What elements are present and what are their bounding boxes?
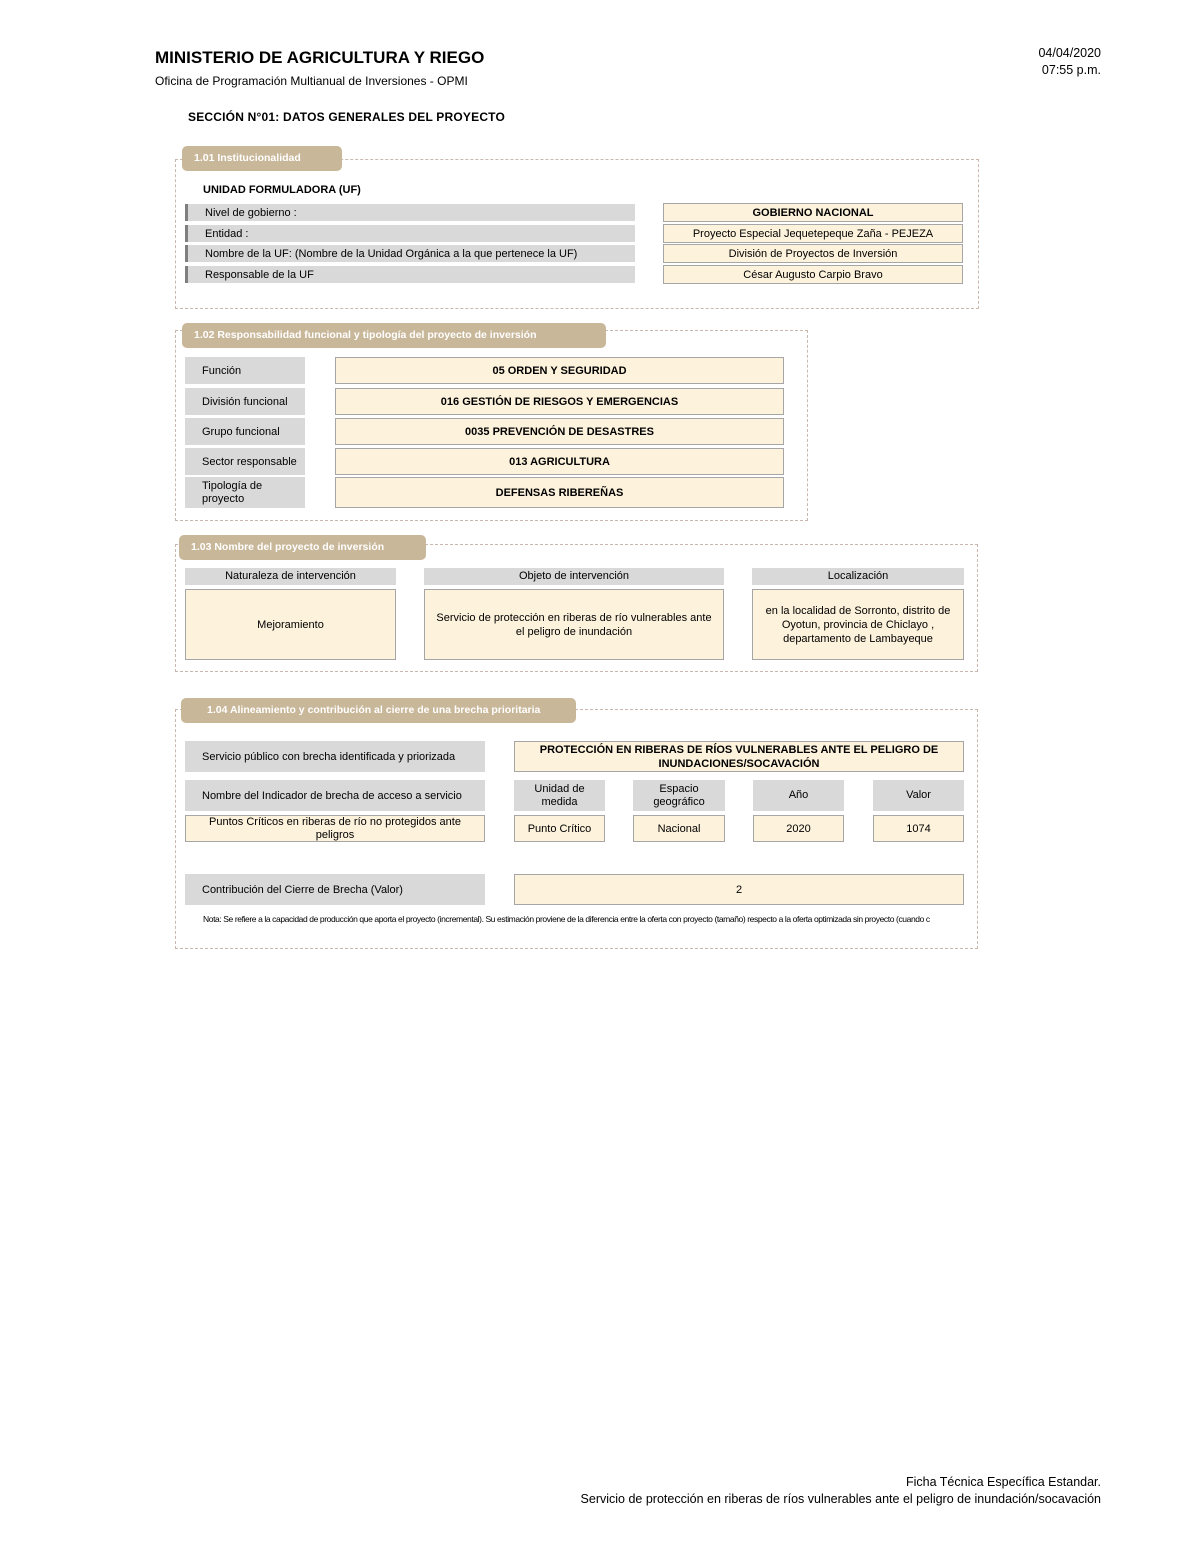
label-responsable-uf: Responsable de la UF <box>185 266 635 283</box>
value-servicio-publico: PROTECCIÓN EN RIBERAS DE RÍOS VULNERABLES ANTE EL PELIGRO DE INUNDACIONES/SOCAVACIÓN <box>514 741 964 772</box>
header-anio: Año <box>753 780 844 811</box>
value-nombre-uf: División de Proyectos de Inversión <box>663 244 963 263</box>
tab-alineamiento-brecha: 1.04 Alineamiento y contribución al cierre de una brecha prioritaria <box>181 698 576 723</box>
time-text: 07:55 p.m. <box>1041 63 1101 77</box>
header-objeto: Objeto de intervención <box>424 568 724 585</box>
header-localizacion: Localización <box>752 568 964 585</box>
value-entidad: Proyecto Especial Jequetepeque Zaña - PEJEZA <box>663 224 963 243</box>
tab-nombre-proyecto: 1.03 Nombre del proyecto de inversión <box>179 535 426 560</box>
label-tipologia: Tipología de proyecto <box>185 477 305 508</box>
value-indicador-brecha: Puntos Críticos en riberas de río no protegidos ante peligros <box>185 815 485 842</box>
tab-institucionalidad: 1.01 Institucionalidad <box>182 146 342 171</box>
label-servicio-publico: Servicio público con brecha identificada y priorizada <box>185 741 485 772</box>
label-grupo-funcional: Grupo funcional <box>185 418 305 445</box>
footer-line-1: Ficha Técnica Específica Estandar. <box>905 1475 1101 1489</box>
value-localizacion: en la localidad de Sorronto, distrito de Oyotun, provincia de Chiclayo , departamento de Lambayeque <box>752 589 964 660</box>
value-espacio-geografico: Nacional <box>633 815 725 842</box>
label-nivel-gobierno: Nivel de gobierno : <box>185 204 635 221</box>
value-objeto: Servicio de protección en riberas de río vulnerables ante el peligro de inundación <box>424 589 724 660</box>
value-division-funcional: 016 GESTIÓN DE RIESGOS Y EMERGENCIAS <box>335 388 784 415</box>
label-nombre-uf: Nombre de la UF: (Nombre de la Unidad Orgánica a la que pertenece la UF) <box>185 245 635 262</box>
label-entidad: Entidad : <box>185 225 635 242</box>
value-tipologia: DEFENSAS RIBEREÑAS <box>335 477 784 508</box>
value-naturaleza: Mejoramiento <box>185 589 396 660</box>
tab-responsabilidad-funcional: 1.02 Responsabilidad funcional y tipología del proyecto de inversión <box>182 323 606 348</box>
ministry-title: MINISTERIO DE AGRICULTURA Y RIEGO <box>155 48 485 67</box>
uf-heading: UNIDAD FORMULADORA (UF) <box>203 184 361 196</box>
value-grupo-funcional: 0035 PREVENCIÓN DE DESASTRES <box>335 418 784 445</box>
label-division-funcional: División funcional <box>185 388 305 415</box>
footer-line-2: Servicio de protección en riberas de ríos vulnerables ante el peligro de inundación/socavación <box>580 1492 1101 1506</box>
value-anio: 2020 <box>753 815 844 842</box>
header-valor: Valor <box>873 780 964 811</box>
value-valor: 1074 <box>873 815 964 842</box>
value-nivel-gobierno: GOBIERNO NACIONAL <box>663 203 963 222</box>
label-contribucion-brecha: Contribución del Cierre de Brecha (Valor) <box>185 874 485 905</box>
header-unidad-medida: Unidad de medida <box>514 780 605 811</box>
header-naturaleza: Naturaleza de intervención <box>185 568 396 585</box>
value-responsable-uf: César Augusto Carpio Bravo <box>663 265 963 284</box>
timestamp <box>1038 45 1101 79</box>
value-sector-responsable: 013 AGRICULTURA <box>335 448 784 475</box>
header-espacio-geografico: Espacio geográfico <box>633 780 725 811</box>
label-funcion: Función <box>185 357 305 384</box>
office-subtitle: Oficina de Programación Multianual de Inversiones - OPMI <box>155 74 468 88</box>
date-text: 04/04/2020 <box>1038 46 1101 60</box>
value-funcion: 05 ORDEN Y SEGURIDAD <box>335 357 784 384</box>
value-unidad-medida: Punto Crítico <box>514 815 605 842</box>
section-title: SECCIÓN N°01: DATOS GENERALES DEL PROYECTO <box>188 110 506 124</box>
note-text: Nota: Se refiere a la capacidad de producción que aporta el proyecto (incremental). Su estimación proviene de la diferencia entre la oferta con proyecto (tamaño) respecto a la oferta optimizada sin proyecto (cuando c <box>203 914 930 924</box>
value-contribucion-brecha: 2 <box>514 874 964 905</box>
label-sector-responsable: Sector responsable <box>185 448 305 475</box>
label-indicador-brecha: Nombre del Indicador de brecha de acceso a servicio <box>185 780 485 811</box>
